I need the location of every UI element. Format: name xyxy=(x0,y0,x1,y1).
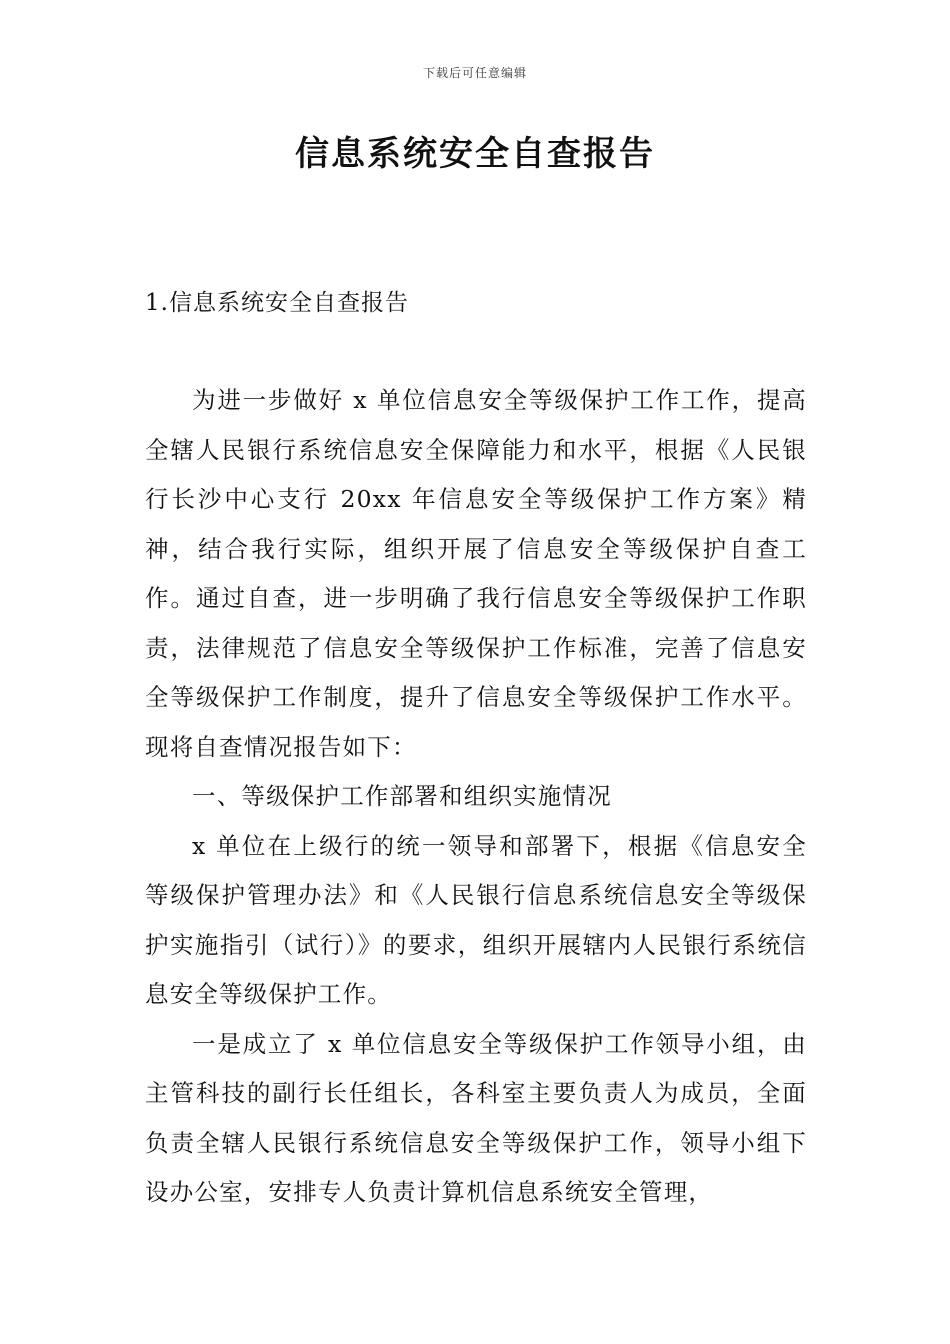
paragraph-intro: 为进一步做好 x 单位信息安全等级保护工作工作，提高全辖人民银行系统信息安全保障能力和水平，根据《人民银行长沙中心支行 20xx 年信息安全等级保护工作方案》精神，结合我行实际，组织开展了信息安全等级保护自查工作。通过自查，进一步明确了我行信息安全等级保护工作职责，法律规范了信息安全等级保护工作标准，完善了信息安全等级保护工作制度，提升了信息安全等级保护工作水平。现将自查情况报告如下： xyxy=(145,386,807,761)
paragraph-deployment: x 单位在上级行的统一领导和部署下，根据《信息安全等级保护管理办法》和《人民银行信息系统信息安全等级保护实施指引（试行）》的要求，组织开展辖内人民银行系统信息安全等级保护工作。 xyxy=(145,831,807,1008)
header-note: 下载后可任意编辑 xyxy=(422,66,527,80)
paragraph-leadership-group: 一是成立了 x 单位信息安全等级保护工作领导小组，由主管科技的副行长任组长，各科室主要负责人为成员，全面负责全辖人民银行系统信息安全等级保护工作，领导小组下设办公室，安排专人负责计算机信息系统安全管理， xyxy=(145,1029,807,1206)
section-heading: 1.信息系统安全自查报告 xyxy=(145,290,409,316)
document-title: 信息系统安全自查报告 xyxy=(295,134,655,174)
body-text xyxy=(145,376,807,1218)
paragraph-subheading: 一、等级保护工作部署和组织实施情况 xyxy=(192,782,612,810)
